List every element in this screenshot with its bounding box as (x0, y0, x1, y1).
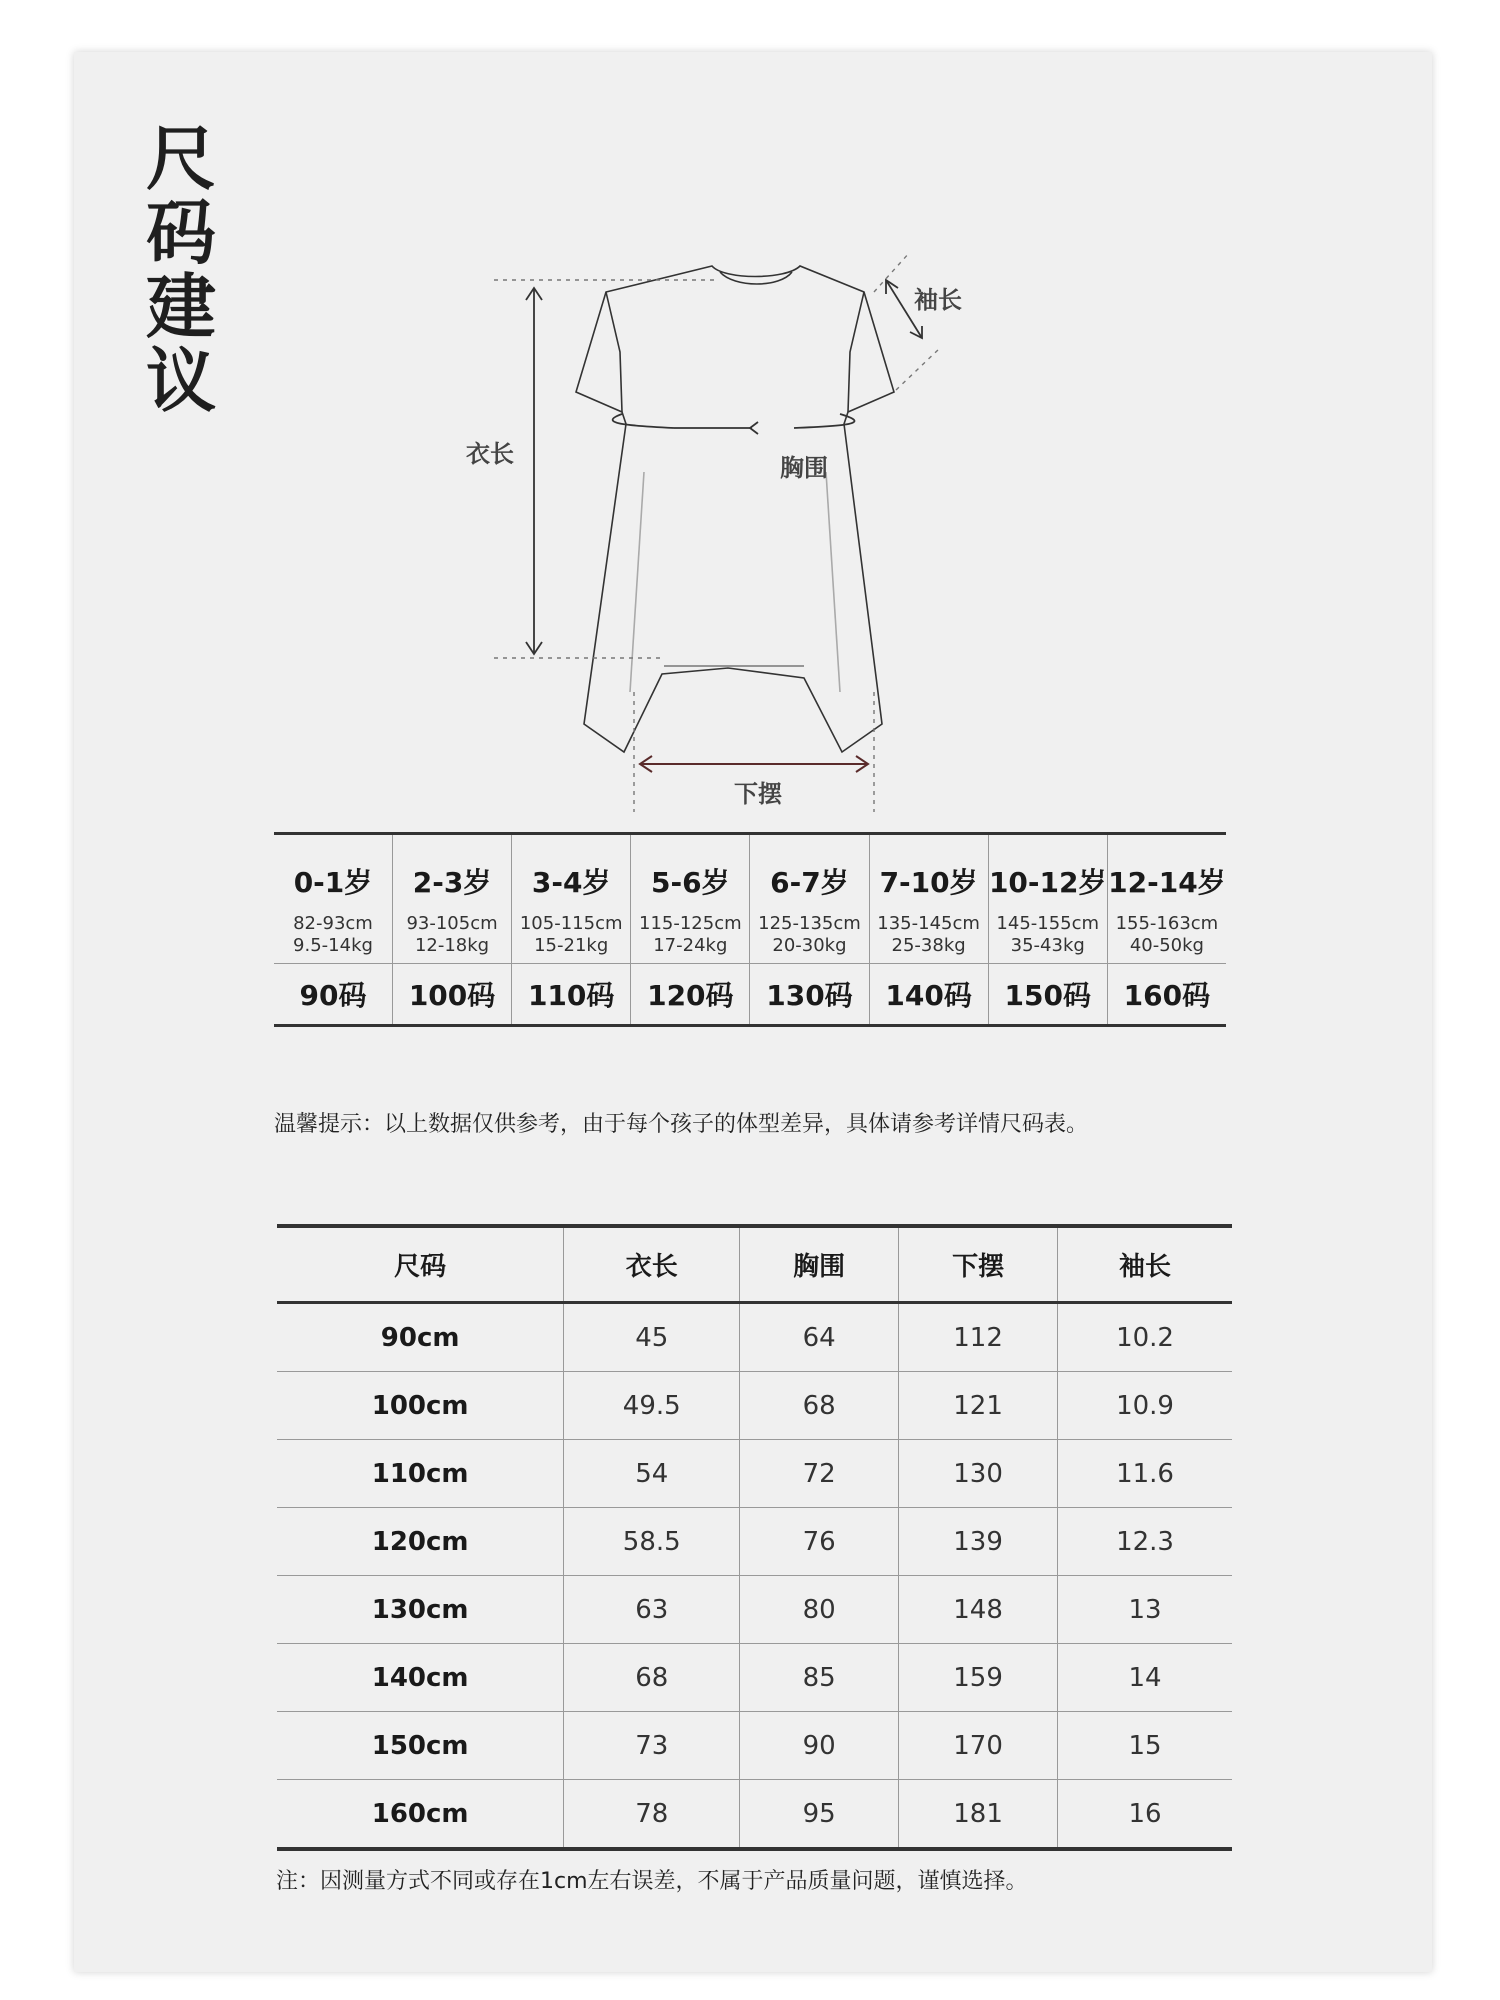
age-range: 2-3岁 (412, 866, 492, 899)
height-range: 93-105cm (406, 913, 498, 934)
size-cell: 100cm (277, 1372, 564, 1440)
weight-range: 20-30kg (772, 935, 847, 956)
size-code: 120码 (631, 964, 750, 1026)
size-guide-card (74, 52, 1432, 1972)
age-size-table (274, 832, 1226, 1027)
chest-measure (613, 414, 855, 434)
sleeve-cell: 12.3 (1058, 1508, 1232, 1576)
sleeve-cell: 10.2 (1058, 1303, 1232, 1372)
age-cell (988, 834, 1107, 964)
chest-cell: 80 (740, 1576, 899, 1644)
table-row (277, 1644, 1232, 1712)
length-cell: 45 (564, 1303, 740, 1372)
sleeve-cell: 10.9 (1058, 1372, 1232, 1440)
table-row (277, 1780, 1232, 1850)
size-cell: 120cm (277, 1508, 564, 1576)
size-code: 100码 (392, 964, 511, 1026)
size-code: 140码 (869, 964, 988, 1026)
weight-range: 40-50kg (1129, 935, 1204, 956)
table-row (277, 1712, 1232, 1780)
age-cell (392, 834, 511, 964)
size-cell: 140cm (277, 1644, 564, 1712)
table-row (277, 1440, 1232, 1508)
code-row (274, 964, 1226, 1026)
table-row (277, 1372, 1232, 1440)
sleeve-label: 袖长 (914, 286, 962, 314)
length-cell: 49.5 (564, 1372, 740, 1440)
length-cell: 78 (564, 1780, 740, 1850)
length-arrow (526, 288, 542, 654)
length-cell: 68 (564, 1644, 740, 1712)
table-row (277, 1508, 1232, 1576)
chest-label: 胸围 (780, 454, 828, 482)
age-range: 5-6岁 (651, 866, 730, 899)
hem-cell: 159 (899, 1644, 1058, 1712)
height-range: 105-115cm (519, 913, 623, 934)
weight-range: 15-21kg (534, 935, 609, 956)
sleeve-cell: 13 (1058, 1576, 1232, 1644)
height-range: 155-163cm (1115, 913, 1219, 934)
hem-cell: 181 (899, 1780, 1058, 1850)
height-range: 145-155cm (996, 913, 1100, 934)
length-cell: 73 (564, 1712, 740, 1780)
measurement-table (277, 1224, 1232, 1851)
table-row (277, 1303, 1232, 1372)
age-cell (869, 834, 988, 964)
height-range: 82-93cm (293, 913, 373, 934)
chest-cell: 72 (740, 1440, 899, 1508)
length-label: 衣长 (466, 440, 514, 468)
footnote-text: 注：因测量方式不同或存在1cm左右误差，不属于产品质量问题，谨慎选择。 (276, 1869, 1028, 1894)
sleeve-cell: 11.6 (1058, 1440, 1232, 1508)
title-char: 码 (146, 192, 216, 274)
hem-cell: 139 (899, 1508, 1058, 1576)
sleeve-cell: 15 (1058, 1712, 1232, 1780)
chest-cell: 85 (740, 1644, 899, 1712)
table-header-row (277, 1226, 1232, 1303)
age-row (274, 834, 1226, 964)
table-row (277, 1576, 1232, 1644)
chest-cell: 76 (740, 1508, 899, 1576)
chest-cell: 64 (740, 1303, 899, 1372)
hem-cell: 112 (899, 1303, 1058, 1372)
height-range: 125-135cm (758, 913, 861, 934)
size-cell: 110cm (277, 1440, 564, 1508)
size-code: 160码 (1123, 979, 1211, 1012)
column-header: 胸围 (740, 1226, 899, 1303)
title-char: 尺 (146, 118, 216, 200)
size-cell: 150cm (277, 1712, 564, 1780)
weight-range: 35-43kg (1010, 935, 1085, 956)
size-cell: 90cm (277, 1303, 564, 1372)
sleeve-cell: 14 (1058, 1644, 1232, 1712)
age-range: 7-10岁 (879, 866, 978, 899)
height-range: 115-125cm (639, 913, 742, 934)
hem-arrow (640, 756, 868, 772)
hem-cell: 130 (899, 1440, 1058, 1508)
column-header: 袖长 (1058, 1226, 1232, 1303)
size-code: 130码 (750, 964, 869, 1026)
column-header: 尺码 (277, 1226, 564, 1303)
size-code: 150码 (988, 964, 1107, 1026)
age-range: 3-4岁 (531, 866, 611, 899)
length-cell: 58.5 (564, 1508, 740, 1576)
weight-range: 17-24kg (653, 935, 728, 956)
chest-cell: 90 (740, 1712, 899, 1780)
age-range: 10-12岁 (988, 866, 1107, 899)
height-range: 135-145cm (877, 913, 980, 934)
size-cell: 160cm (277, 1780, 564, 1850)
column-header: 衣长 (564, 1226, 740, 1303)
age-cell (512, 834, 631, 964)
age-cell (274, 834, 392, 964)
age-cell (750, 834, 869, 964)
hem-cell: 170 (899, 1712, 1058, 1780)
garment-diagram (74, 52, 1432, 832)
chest-cell: 95 (740, 1780, 899, 1850)
length-cell: 63 (564, 1576, 740, 1644)
size-code: 90码 (274, 964, 392, 1026)
age-cell (631, 834, 750, 964)
title-char: 建 (146, 266, 216, 348)
age-range: 6-7岁 (770, 866, 849, 899)
title-char: 议 (146, 340, 216, 422)
chest-cell: 68 (740, 1372, 899, 1440)
age-cell (1107, 834, 1226, 964)
size-cell: 130cm (277, 1576, 564, 1644)
size-code: 110码 (512, 964, 631, 1026)
age-range: 12-14岁 (1108, 866, 1226, 899)
weight-range: 25-38kg (891, 935, 966, 956)
weight-range: 12-18kg (414, 935, 490, 956)
column-header: 下摆 (899, 1226, 1058, 1303)
length-cell: 54 (564, 1440, 740, 1508)
hem-cell: 148 (899, 1576, 1058, 1644)
age-range: 0-1岁 (293, 866, 373, 899)
weight-range: 9.5-14kg (293, 935, 373, 956)
sleeve-cell: 16 (1128, 1798, 1162, 1829)
hem-cell: 121 (899, 1372, 1058, 1440)
dress-outline (576, 266, 894, 752)
hem-label: 下摆 (734, 780, 782, 808)
tip-text: 温馨提示：以上数据仅供参考，由于每个孩子的体型差异，具体请参考详情尺码表。 (274, 1112, 1089, 1137)
